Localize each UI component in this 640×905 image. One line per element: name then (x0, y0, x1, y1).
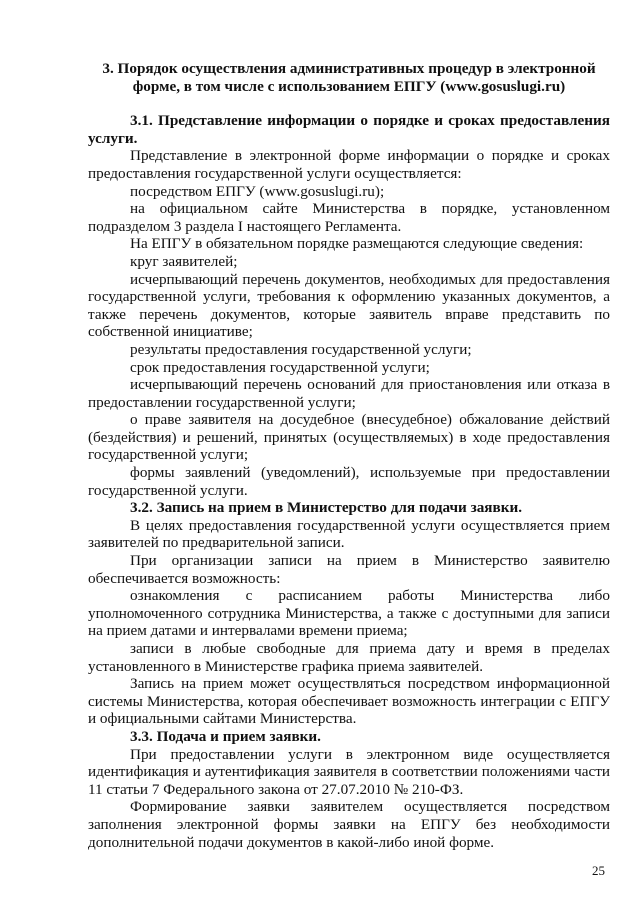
subsection-heading-3-1: 3.1. Представление информации о порядке и сроках предоставления услуги. (88, 112, 610, 147)
paragraph: исчерпывающий перечень документов, необходимых для предоставления государственной услуги, требования к оформлению указанных документов, а также перечень документов, которые заявитель вправе представить по собственной инициативе; (88, 270, 610, 341)
paragraph: При организации записи на прием в Министерство заявителю обеспечивается возможность: (88, 552, 610, 587)
paragraph: круг заявителей; (130, 252, 238, 270)
paragraph: В целях предоставления государственной услуги осуществляется прием заявителей по предварительной записи. (88, 516, 610, 552)
spacer (88, 95, 610, 112)
paragraph: Представление в электронной форме информации о порядке и сроках предоставления государственной услуги осуществляется: (88, 147, 610, 182)
subsection-heading-3-2: 3.2. Запись на прием в Министерство для подачи заявки. (130, 499, 523, 517)
paragraph: ознакомления с расписанием работы Министерства либо уполномоченного сотрудника Министерства, а также с доступными для записи на прием датами и интервалами времени приема; (88, 587, 610, 640)
paragraph: записи в любые свободные для приема дату и время в пределах установленного в Министерстве графика приема заявителей. (88, 640, 610, 675)
page-number: 25 (592, 863, 605, 878)
paragraph: посредством ЕПГУ (www.gosuslugi.ru); (130, 182, 385, 200)
paragraph: Формирование заявки заявителем осуществляется посредством заполнения электронной формы заявки на ЕПГУ без необходимости дополнительной подачи документов в какой-либо иной форме. (88, 798, 610, 851)
section-title: 3. Порядок осуществления административных процедур в электронной форме, в том числе с использованием ЕПГУ (www.gosuslugi.ru) (102, 60, 596, 95)
paragraph: На ЕПГУ в обязательном порядке размещаются следующие сведения: (130, 235, 584, 253)
subsection-heading-3-3: 3.3. Подача и прием заявки. (130, 727, 321, 745)
paragraph: Запись на прием может осуществляться посредством информационной системы Министерства, которая обеспечивает возможность интеграции с ЕПГУ и официальными сайтами Министерства. (88, 675, 610, 728)
paragraph: формы заявлений (уведомлений), используемые при предоставлении государственной услуги. (88, 464, 610, 499)
paragraph: на официальном сайте Министерства в порядке, установленном подразделом 3 раздела I настоящего Регламента. (88, 200, 610, 235)
paragraph: исчерпывающий перечень оснований для приостановления или отказа в предоставлении государственной услуги; (88, 376, 610, 411)
paragraph: При предоставлении услуги в электронном виде осуществляется идентификация и аутентификация заявителя в соответствии положениями части 11 статьи 7 Федерального закона от 27.07.2010 № 210-ФЗ. (88, 745, 610, 798)
paragraph: о праве заявителя на досудебное (внесудебное) обжалование действий (бездействия) и решений, принятых (осуществляемых) в ходе предоставления государственной услуги; (88, 411, 610, 464)
document-page (88, 60, 610, 851)
paragraph: срок предоставления государственной услуги; (130, 358, 430, 376)
paragraph: результаты предоставления государственной услуги; (130, 340, 472, 358)
